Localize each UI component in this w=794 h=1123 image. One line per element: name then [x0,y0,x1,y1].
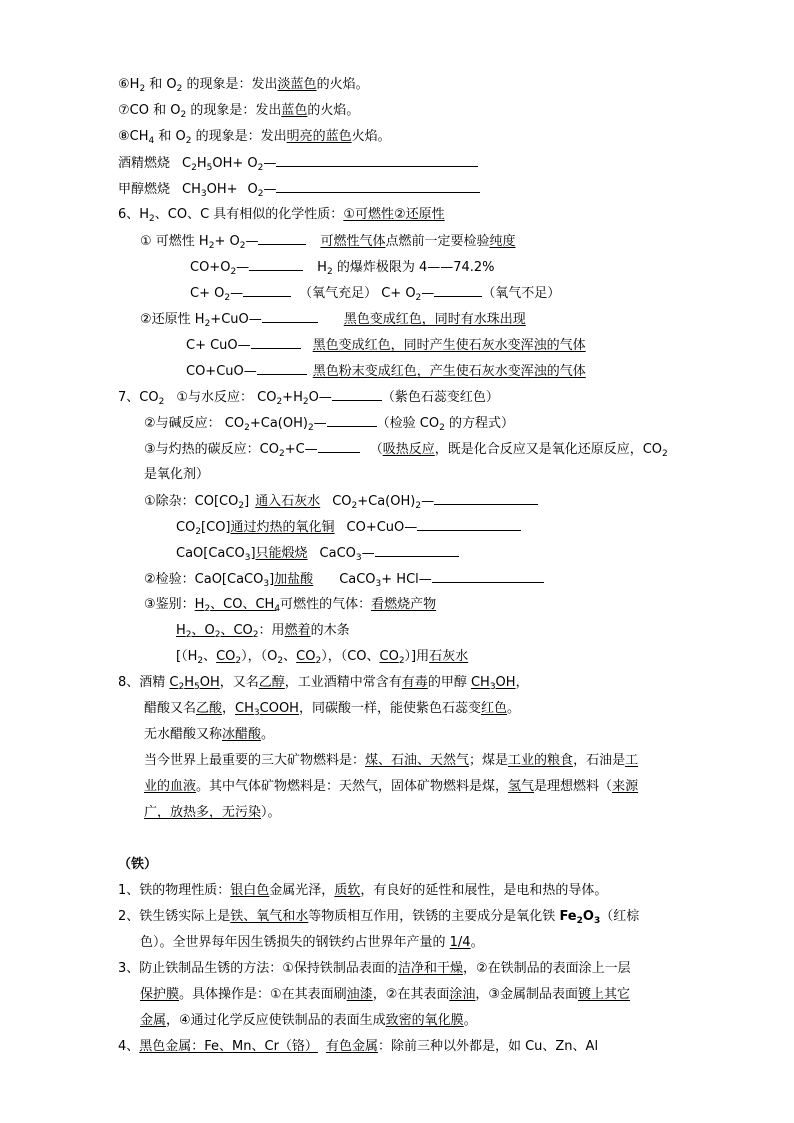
text-line-2: ⑦CO 和 $O_2$ 的现象是：发出蓝色的火焰。 [118,103,360,120]
section-heading-iron: （铁） [118,857,158,872]
text-line-12: CO+CuO— 黑色粉末变成红色，产生使石灰水变浑浊的气体 [186,364,586,379]
text-line-24: 8、酒精 $C_2H_5OH$，又名乙醇，工业酒精中常含有有毒的甲醇 $CH_3OH$， [118,675,529,692]
text-line-35: 保护膜。具体操作是：①在其表面刷油漆，②在其表面涂油，③金属制品表面镀上其它 [140,987,631,1002]
text-line-8: $CO+O_2—$ $H_2$ 的爆炸极限为 4——74.2% [190,260,495,277]
text-line-4: 酒精燃烧 $C_2H_5OH+$ $O_2—$ [118,154,478,173]
text-line-6: 6、$H_2$、CO、C 具有相似的化学性质：①可燃性②还原性 [118,207,445,224]
text-line-5: 甲醇燃烧 $CH_3OH+$ $O_2—$ [118,180,480,199]
text-line-18: $CO_2[CO]$通过灼热的氧化铜 CO+CuO— [176,518,521,537]
text-line-37: 4、黑色金属：Fe、Mn、Cr（铬） 有色金属：除前三种以外都是，如 Cu、Zn、Al [118,1039,599,1054]
text-line-32: 2、铁生锈实际上是铁、氧气和水等物质相互作用，铁锈的主要成分是氧化铁 $Fe_2O_3$（红棕 [118,909,640,926]
text-line-16: 是氧化剂） [144,467,210,482]
text-line-1: $⑥H_2$ 和 $O_2$ 的现象是：发出淡蓝色的火焰。 [118,77,369,94]
text-line-11: C+ CuO— 黑色变成红色，同时产生使石灰水变浑浊的气体 [186,338,586,353]
text-line-3: $⑧CH_4$ 和 $O_2$ 的现象是：发出明亮的蓝色火焰。 [118,129,391,146]
text-line-25: 醋酸又名乙酸，$CH_3COOH$，同碳酸一样，能使紫色石蕊变红色。 [144,701,521,718]
text-line-20: ②检验：CaO[CaCO$_3$]加盐酸 CaCO$_3$+ HCl— [144,570,544,589]
text-line-19: CaO[CaCO$_3$]只能煅烧 CaCO$_3$— [176,544,459,563]
text-line-22: $H_2$、$O_2$、$CO_2$：用燃着的木条 [176,623,350,640]
text-line-29: 广，放热多，无污染）。 [144,805,281,820]
text-line-27: 当今世界上最重要的三大矿物燃料是：煤、石油、天然气；煤是工业的粮食，石油是工 [144,753,639,768]
text-line-7: ① 可燃性 $H_2+$ $O_2—$ 可燃性气体点燃前一定要检验纯度 [140,234,516,251]
text-line-23: [（$H_2$、$CO_2$），（$O_2$、$CO_2$），（CO、$CO_2$）]用石灰水 [176,649,469,666]
text-line-10: ②还原性 $H_2+CuO—$ 黑色变成红色，同时有水珠出现 [140,312,526,329]
text-line-14: ②与碱反应： $CO_2+Ca(OH)_2—$ （检验 $CO_2$ 的方程式） [144,416,514,433]
text-line-36: 金属，④通过化学反应使铁制品的表面生成致密的氧化膜。 [140,1013,477,1028]
text-line-17: ①除杂：$CO[CO_2]$ 通入石灰水 $CO_2+Ca(OH)_2—$ [144,492,538,511]
text-line-28: 业的血液。其中气体矿物燃料是：天然气，固体矿物燃料是煤，氢气是理想燃料（来源 [144,779,639,794]
text-line-34: 3、防止铁制品生锈的方法：①保持铁制品表面的洁净和干燥，②在铁制品的表面涂上一层 [118,961,631,976]
text-line-26: 无水醋酸又称冰醋酸。 [144,727,275,742]
text-line-31: 1、铁的物理性质：银白色金属光泽，质软，有良好的延性和展性，是电和热的导体。 [118,883,608,898]
text-line-9: $C+ O_2—$ （氧气充足） $C+ O_2—$ （氧气不足） [190,286,561,303]
text-line-15: ③与灼热的碳反应：$CO_2+C—$ （吸热反应，既是化合反应又是氧化还原反应，$CO_2$ [144,442,668,459]
text-line-33: 色）。全世界每年因生锈损失的钢铁约占世界年产量的 1/4。 [140,935,484,950]
text-line-13: 7、$CO_2$ ①与水反应： $CO_2+H_2O—$ （紫色石蕊变红色） [118,390,499,407]
text-line-21: ③鉴别：$H_2$、CO、$CH_4$可燃性的气体：看燃烧产物 [144,597,437,614]
